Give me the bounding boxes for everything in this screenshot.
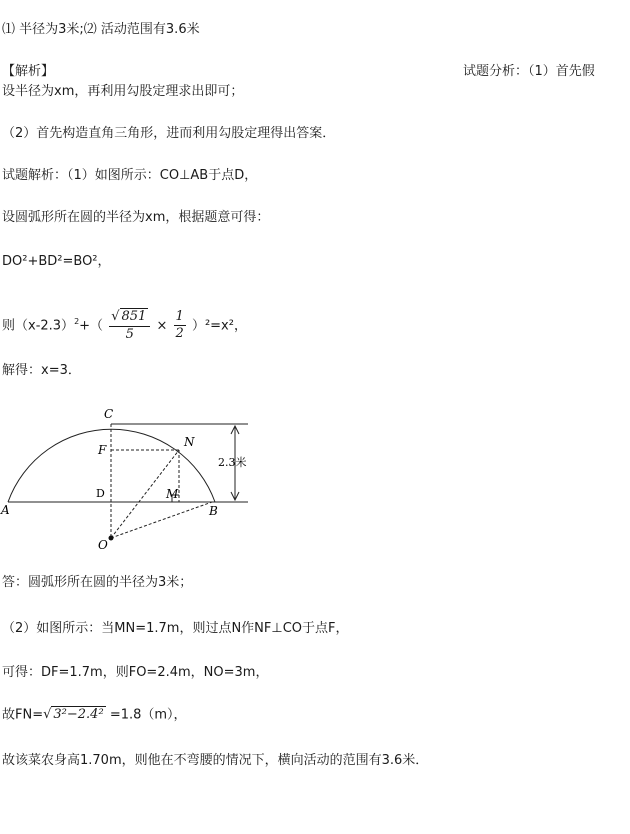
derive-line: 可得：DF=1.7m，则FO=2.4m，NO=3m， — [2, 665, 269, 680]
fn-radicand: 3²−2.4² — [53, 707, 104, 722]
geometry-figure — [0, 402, 262, 552]
answer-1: 答：圆弧形所在圆的半径为3米； — [2, 575, 193, 590]
label-b: B — [209, 504, 218, 518]
label-a: A — [1, 503, 10, 517]
label-d: D — [96, 487, 105, 500]
conclusion: 故该菜农身高1.70m，则他在不弯腰的情况下，横向活动的范围有3.6米． — [2, 753, 429, 768]
segment-ob — [111, 502, 212, 538]
sqrt-symbol: √ 851 — [111, 309, 147, 325]
answer-line: ⑴ 半径为3米;⑵ 活动范围有3.6米 — [2, 22, 200, 37]
point-o — [109, 536, 114, 541]
analysis-right-text: 试题分析：（1）首先假 — [463, 64, 595, 79]
equation-pythagoras: DO²+BD²=BO²， — [2, 254, 111, 269]
fraction-sqrt851-over-5 — [109, 309, 150, 343]
fn-sqrt: √ 3²−2.4² — [43, 707, 104, 722]
fn-line — [2, 706, 187, 725]
label-c: C — [104, 407, 114, 421]
label-n: N — [184, 435, 195, 449]
analysis-line-2: （2）首先构造直角三角形，进而利用勾股定理得出答案． — [2, 126, 336, 141]
eq2-exp: 2 — [74, 317, 80, 326]
eq2-suffix: ）²=x²， — [191, 318, 247, 334]
eq2-prefix: 则（x-2.3） — [2, 318, 75, 334]
radicand-851: 851 — [121, 309, 147, 325]
label-m: M — [166, 487, 179, 501]
fn-prefix: 故FN= — [2, 707, 44, 723]
label-height: 2.3米 — [218, 456, 247, 469]
analysis-tag: 【解析】 — [2, 64, 55, 79]
part-2: （2）如图所示：当MN=1.7m，则过点N作NF⊥CO于点F， — [2, 621, 349, 636]
equation-2 — [2, 302, 247, 346]
solution-intro: 试题解析：（1）如图所示：CO⊥AB于点D， — [2, 168, 258, 183]
times-symbol: × — [156, 318, 168, 334]
solve-result: 解得：x=3． — [2, 363, 81, 378]
solution-setup: 设圆弧形所在圆的半径为xm，根据题意可得： — [2, 210, 270, 225]
analysis-line-1: 设半径为xm，再利用勾股定理求出即可； — [2, 84, 244, 99]
label-o: O — [98, 538, 108, 552]
denominator-2: 2 — [175, 326, 184, 342]
denominator-5: 5 — [125, 326, 134, 342]
label-f: F — [98, 443, 107, 457]
fn-suffix: =1.8（m）， — [109, 707, 187, 723]
eq2-plus: +（ — [79, 318, 104, 334]
fraction-one-half — [174, 309, 186, 342]
numerator-1: 1 — [175, 309, 184, 325]
